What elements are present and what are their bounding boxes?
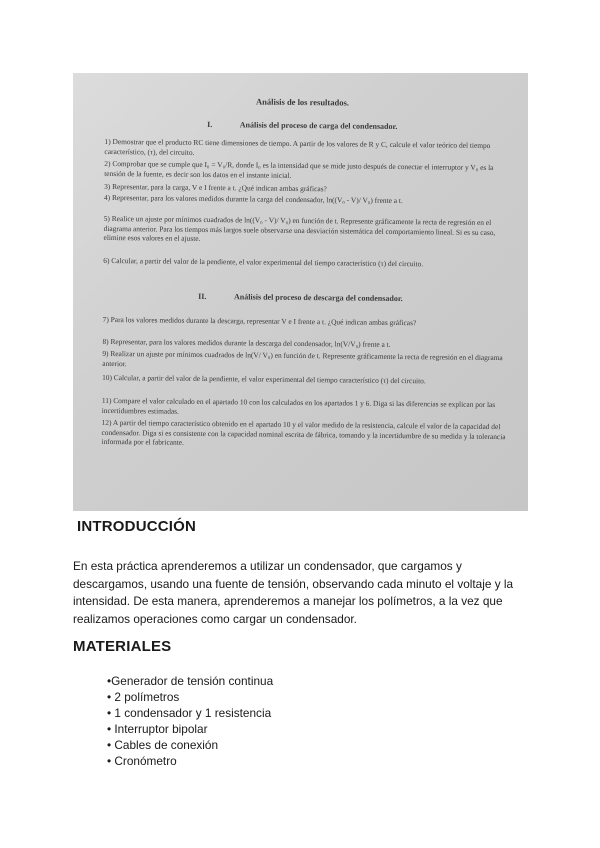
photo-item: 8) Representar, para los valores medidos durante la descarga del condensador, ln(V/V₀) frente a t. (102, 336, 391, 349)
photo-item: 7) Para los valores medidos durante la descarga, representar V e I frente a t. ¿Qué indican ambas gráficas? (102, 314, 417, 328)
photo-item: 2) Comprobar que se cumple que I₀ = V₀/R, donde I₀ es la intensidad que se mide justo después de conectar el interruptor y V₀ es la tensión de la fuente, es decir son los datos en el instante inicial. (104, 158, 494, 180)
materials-list (107, 673, 273, 769)
list-item: •Generador de tensión continua (107, 674, 274, 688)
photo-item: 5) Realice un ajuste por mínimos cuadrados de ln((V₀ - V)/ V₀) en función de t. Represente gráficamente la recta de regresión en el diagrama anterior. Para los tiempos más largos suele observarse una desviación sistemática del comportamiento lineal. Si es su caso, elimine esos valores en el ajuste. (103, 213, 496, 244)
photo-item: 10) Calcular, a partir del valor de la pendiente, el valor experimental del tiempo característico (τ) del circuito. (102, 372, 426, 386)
section-title: Análisis del proceso de carga del condensador. (239, 120, 398, 132)
photo-content (73, 73, 528, 511)
intro-heading: INTRODUCCIÓN (77, 518, 197, 535)
intro-paragraph: En esta práctica aprenderemos a utilizar un condensador, que cargamos y descargamos, usando una fuente de tensión, observando cada minuto el voltaje y la intensidad. De esta manera, aprenderemos a manejar los polímetros, a la vez que realizamos operaciones como cargar un condensador. (73, 559, 514, 626)
photo-item: 4) Representar, para los valores medidos durante la carga del condensador, ln((V₀ - V)/ V₀) frente a t. (103, 192, 403, 206)
section-number: II. (198, 291, 207, 302)
photo-item: 1) Demostrar que el producto RC tiene dimensiones de tiempo. A partir de los valores de R y C, calcule el valor teórico del tiempo característico, (τ), del circuito. (104, 136, 491, 157)
list-item: • Cables de conexión (107, 738, 219, 752)
photo-section-1 (75, 119, 528, 133)
photo-item: 3) Representar, para la carga, V e I frente a t. ¿Qué indican ambas gráficas? (104, 181, 327, 194)
photo-item: 9) Realizar un ajuste por mínimos cuadrados de ln(V/ V₀) en función de t. Represente gráficamente la recta de regresión en el diagrama anterior. (102, 348, 503, 368)
photo-item: 11) Compare el valor calculado en el apartado 10 con los calculados en los apartados 1 y 6. Diga si las diferencias se explican por las incertidumbres estimadas. (101, 395, 496, 416)
photo-item: 6) Calcular, a partir del valor de la pendiente, el valor experimental del tiempo característico (τ) del circuito. (103, 255, 424, 269)
list-item: • 1 condensador y 1 resistencia (107, 706, 272, 720)
section-number: I. (207, 120, 213, 130)
photo-item: 12) A partir del tiempo característico obtenido en el apartado 10 y el valor medido de la resistencia, calcule el valor de la capacidad del condensador. Diga si es consistente con la capacidad nominal escrita de fábrica, tomando y la incertidumbre de su medida y la tolerancia informada por el fabricante. (101, 417, 506, 447)
list-item: • 2 polímetros (107, 690, 180, 704)
materials-heading: MATERIALES (73, 638, 172, 655)
list-item: • Interruptor bipolar (107, 722, 208, 736)
photo-section-2 (73, 291, 528, 305)
document-photo (73, 73, 528, 511)
section-title: Análisis del proceso de descarga del condensador. (233, 292, 403, 304)
photo-title: Análisis de los resultados. (255, 96, 349, 108)
list-item: • Cronómetro (107, 754, 177, 768)
